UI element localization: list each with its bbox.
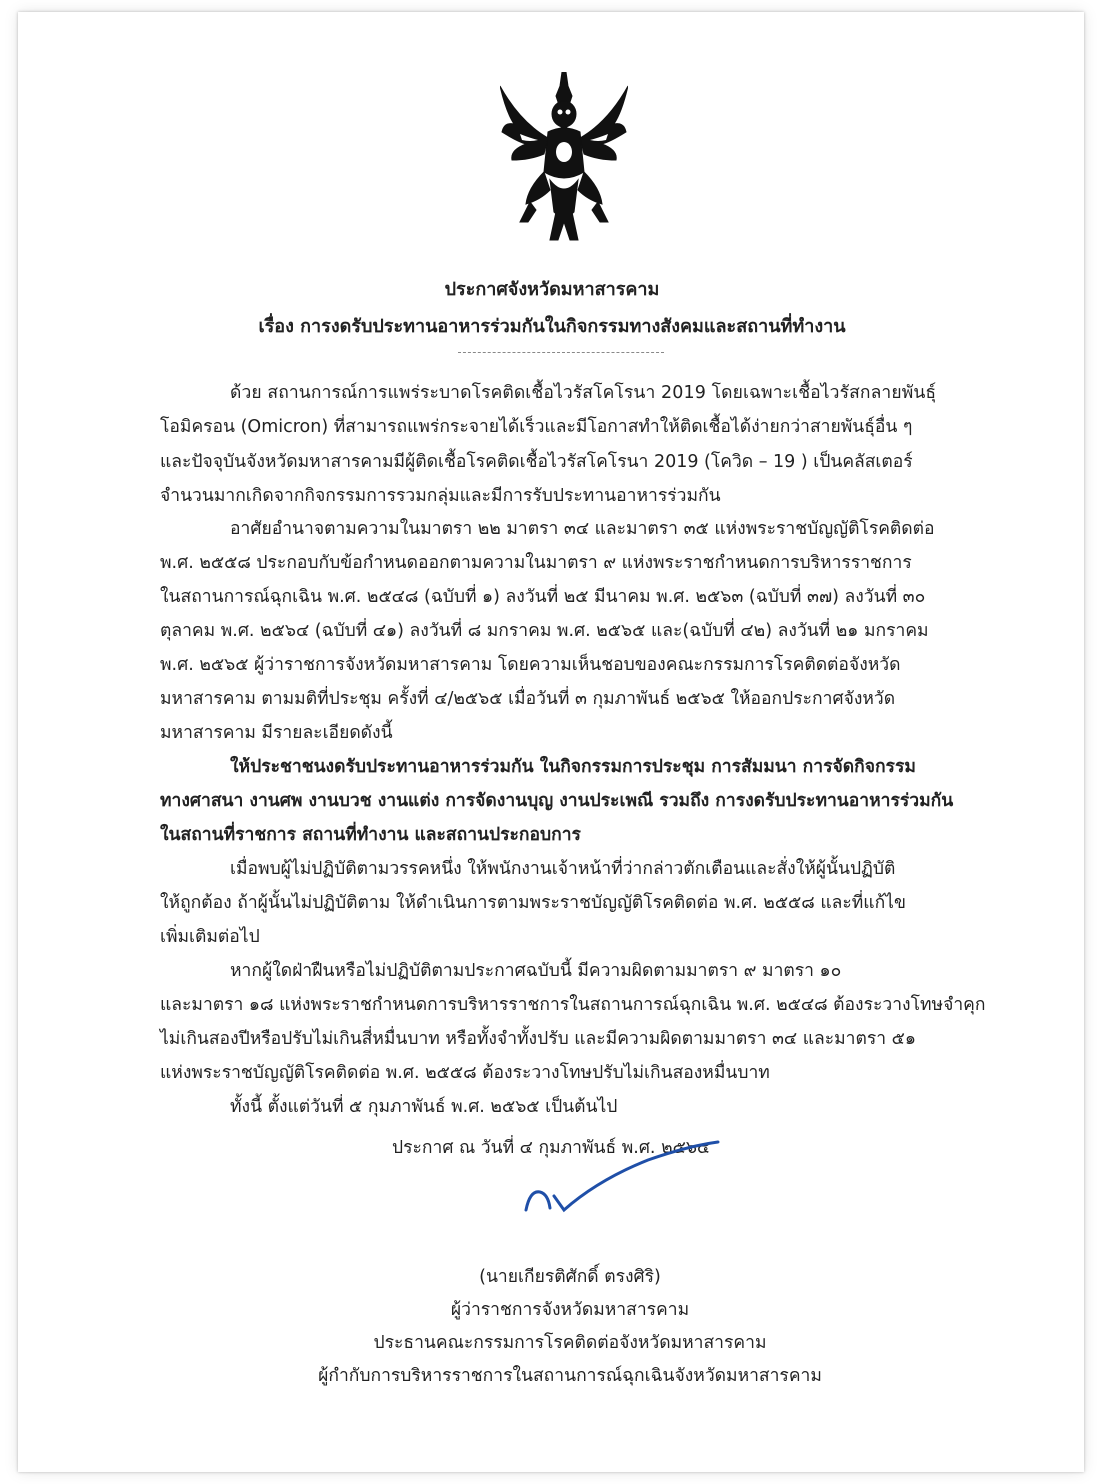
paragraph-1-line-1: ด้วย สถานการณ์การแพร่ระบาดโรคติดเชื้อไวรัสโคโรนา 2019 โดยเฉพาะเชื้อไวรัสกลายพันธุ์ <box>230 383 937 403</box>
paragraph-1-line-4: จำนวนมากเกิดจากกิจกรรมการรวมกลุ่มและมีการรับประทานอาหารร่วมกัน <box>160 486 721 506</box>
handwritten-signature <box>518 1140 728 1220</box>
paragraph-2-line-2: พ.ศ. ๒๕๕๘ ประกอบกับข้อกำหนดออกตามความในมาตรา ๙ แห่งพระราชกำหนดการบริหารราชการ <box>160 553 912 573</box>
announcement-date: ประกาศ ณ วันที่ ๔ กุมภาพันธ์ พ.ศ. ๒๕๖๕ <box>392 1138 711 1158</box>
paragraph-1-line-3: และปัจจุบันจังหวัดมหาสารคามมีผู้ติดเชื้อโรคติดเชื้อไวรัสโคโรนา 2019 (โควิด – 19 ) เป็นคลัสเตอร์ <box>160 452 913 472</box>
paragraph-5-line-1: หากผู้ใดฝ่าฝืนหรือไม่ปฏิบัติตามประกาศฉบับนี้ มีความผิดตามมาตรา ๙ มาตรา ๑๐ <box>230 961 842 981</box>
paragraph-2-line-5: พ.ศ. ๒๕๖๕ ผู้ว่าราชการจังหวัดมหาสารคาม โดยความเห็นชอบของคณะกรรมการโรคติดต่อจังหวัด <box>160 655 901 675</box>
paragraph-4-line-2: ให้ถูกต้อง ถ้าผู้นั้นไม่ปฏิบัติตาม ให้ดำเนินการตามพระราชบัญญัติโรคติดต่อ พ.ศ. ๒๕๕๘ และที่แก้ไข <box>160 893 906 913</box>
announcement-title: ประกาศจังหวัดมหาสารคาม <box>444 279 660 300</box>
signatory-name: (นายเกียรติศักดิ์ ตรงศิริ) <box>479 1267 661 1287</box>
divider <box>458 352 664 353</box>
paragraph-1-line-2: โอมิครอน (Omicron) ที่สามารถแพร่กระจายได้เร็วและมีโอกาสทำให้ติดเชื้อได้ง่ายกว่าสายพันธุ์อื่น ๆ <box>160 417 913 437</box>
paragraph-2-line-6: มหาสารคาม ตามมติที่ประชุม ครั้งที่ ๔/๒๕๖๕ เมื่อวันที่ ๓ กุมภาพันธ์ ๒๕๖๕ ให้ออกประกาศจังหวัด <box>160 689 896 709</box>
paragraph-2-line-1: อาศัยอำนาจตามความในมาตรา ๒๒ มาตรา ๓๔ และมาตรา ๓๕ แห่งพระราชบัญญัติโรคติดต่อ <box>230 519 935 539</box>
paragraph-3-line-3: ในสถานที่ราชการ สถานที่ทำงาน และสถานประกอบการ <box>160 825 581 845</box>
paragraph-4-line-3: เพิ่มเติมต่อไป <box>160 927 260 947</box>
paragraph-2-line-7: มหาสารคาม มีรายละเอียดดังนี้ <box>160 723 393 743</box>
announcement-subject: เรื่อง การงดรับประทานอาหารร่วมกันในกิจกรรมทางสังคมและสถานที่ทำงาน <box>258 316 846 337</box>
paragraph-5-line-2: และมาตรา ๑๘ แห่งพระราชกำหนดการบริหารราชการในสถานการณ์ฉุกเฉิน พ.ศ. ๒๕๔๘ ต้องระวางโทษจำคุก <box>160 995 986 1015</box>
paragraph-2-line-4: ตุลาคม พ.ศ. ๒๕๖๔ (ฉบับที่ ๔๑) ลงวันที่ ๘ มกราคม พ.ศ. ๒๕๖๕ และ(ฉบับที่ ๔๒) ลงวันที่ ๒๑ มกราคม <box>160 621 929 641</box>
paragraph-4-line-1: เมื่อพบผู้ไม่ปฏิบัติตามวรรคหนึ่ง ให้พนักงานเจ้าหน้าที่ว่ากล่าวตักเตือนและสั่งให้ผู้นั้นปฏิบัติ <box>230 859 896 879</box>
signatory-title-3: ผู้กำกับการบริหารราชการในสถานการณ์ฉุกเฉินจังหวัดมหาสารคาม <box>318 1366 822 1386</box>
paragraph-3-line-2: ทางศาสนา งานศพ งานบวช งานแต่ง การจัดงานบุญ งานประเพณี รวมถึง การงดรับประทานอาหารร่วมกัน <box>160 791 954 811</box>
signatory-title-2: ประธานคณะกรรมการโรคติดต่อจังหวัดมหาสารคาม <box>373 1333 767 1353</box>
paragraph-2-line-3: ในสถานการณ์ฉุกเฉิน พ.ศ. ๒๕๔๘ (ฉบับที่ ๑) ลงวันที่ ๒๕ มีนาคม พ.ศ. ๒๕๖๓ (ฉบับที่ ๓๗) ลงวันที่ ๓๐ <box>160 587 926 607</box>
garuda-emblem-icon <box>500 72 628 242</box>
paragraph-3-line-1: ให้ประชาชนงดรับประทานอาหารร่วมกัน ในกิจกรรมการประชุม การสัมมนา การจัดกิจกรรม <box>230 757 916 777</box>
signatory-title-1: ผู้ว่าราชการจังหวัดมหาสารคาม <box>450 1300 690 1320</box>
paragraph-5-line-3: ไม่เกินสองปีหรือปรับไม่เกินสี่หมื่นบาท หรือทั้งจำทั้งปรับ และมีความผิดตามมาตรา ๓๔ และมาตรา ๕๑ <box>160 1029 917 1049</box>
effective-date: ทั้งนี้ ตั้งแต่วันที่ ๕ กุมภาพันธ์ พ.ศ. ๒๕๖๕ เป็นต้นไป <box>230 1097 618 1117</box>
paragraph-5-line-4: แห่งพระราชบัญญัติโรคติดต่อ พ.ศ. ๒๕๕๘ ต้องระวางโทษปรับไม่เกินสองหมื่นบาท <box>160 1063 770 1083</box>
